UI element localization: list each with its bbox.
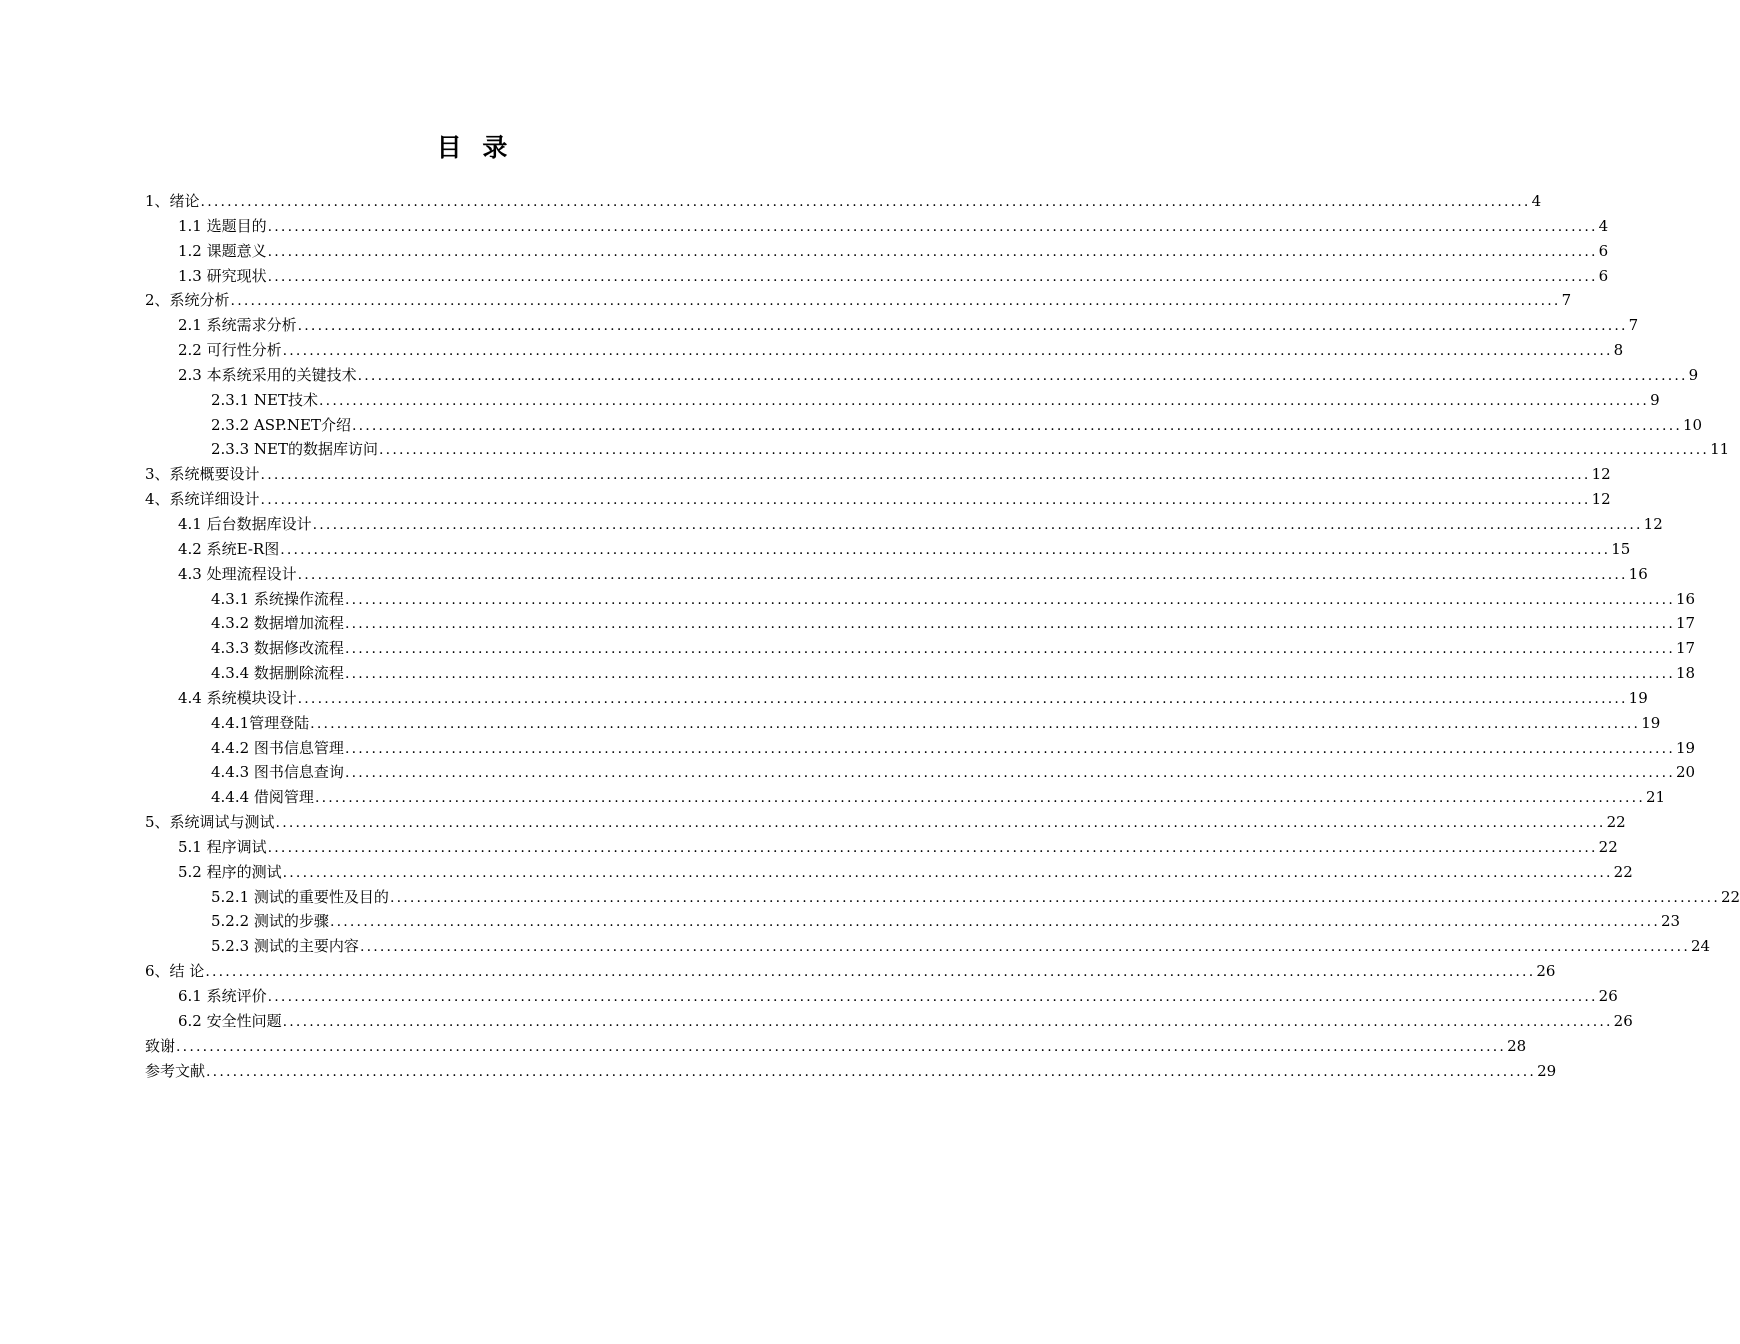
toc-entry-page-number: 22 bbox=[1720, 887, 1740, 906]
toc-entry[interactable] bbox=[145, 736, 1696, 761]
dot-leader: ........................................................................................................................................................................................................ bbox=[379, 442, 1710, 459]
toc-entry-page-number: 29 bbox=[1537, 1061, 1557, 1080]
toc-entry-title: 5.1 程序调试 bbox=[178, 837, 267, 856]
toc-entry-title: 4.3.3 数据修改流程 bbox=[211, 639, 344, 658]
toc-entry-title: 4、系统详细设计 bbox=[145, 490, 260, 509]
toc-entry[interactable] bbox=[145, 562, 1648, 587]
toc-entry[interactable] bbox=[145, 587, 1696, 612]
toc-entry[interactable] bbox=[145, 959, 1556, 984]
toc-entry-title: 5.2.3 测试的主要内容 bbox=[211, 937, 359, 956]
dot-leader: ........................................................................................................................................................................................................ bbox=[267, 218, 1598, 235]
toc-entry-page-number: 17 bbox=[1675, 639, 1696, 658]
dot-leader: ........................................................................................................................................................................................................ bbox=[359, 939, 1690, 956]
toc-entry-title: 4.1 后台数据库设计 bbox=[178, 514, 312, 533]
dot-leader: ........................................................................................................................................................................................................ bbox=[310, 715, 1641, 732]
toc-entry-page-number: 7 bbox=[1561, 291, 1572, 310]
toc-entry-page-number: 26 bbox=[1598, 987, 1618, 1005]
dot-leader: ........................................................................................................................................................................................................ bbox=[357, 367, 1688, 384]
toc-entry[interactable] bbox=[145, 860, 1633, 885]
toc-entry[interactable] bbox=[145, 437, 1730, 462]
dot-leader: ........................................................................................................................................................................................................ bbox=[267, 243, 1598, 260]
toc-entry[interactable] bbox=[145, 537, 1631, 562]
dot-leader: ........................................................................................................................................................................................................ bbox=[260, 492, 1591, 509]
toc-entry-page-number: 22 bbox=[1598, 837, 1618, 856]
dot-leader: ........................................................................................................................................................................................................ bbox=[282, 864, 1613, 881]
toc-entry[interactable] bbox=[145, 338, 1624, 363]
toc-entry-title: 5.2 程序的测试 bbox=[178, 862, 282, 881]
dot-leader: ........................................................................................................................................................................................................ bbox=[297, 690, 1628, 707]
toc-entry[interactable] bbox=[145, 214, 1609, 239]
toc-entry-page-number: 17 bbox=[1675, 614, 1696, 633]
dot-leader: ........................................................................................................................................................................................................ bbox=[260, 467, 1591, 484]
toc-entry-title: 2.3.3 NET的数据库访问 bbox=[211, 440, 379, 459]
toc-entry[interactable] bbox=[145, 512, 1663, 537]
dot-leader: ........................................................................................................................................................................................................ bbox=[230, 293, 1561, 310]
dot-leader: ........................................................................................................................................................................................................ bbox=[351, 417, 1682, 434]
toc-entry-page-number: 12 bbox=[1643, 514, 1663, 533]
toc-entry[interactable] bbox=[145, 785, 1666, 810]
toc-entry-page-number: 4 bbox=[1531, 192, 1542, 210]
toc-entry-page-number: 28 bbox=[1507, 1036, 1527, 1055]
toc-entry-page-number: 19 bbox=[1675, 738, 1696, 757]
toc-entry[interactable] bbox=[145, 239, 1609, 264]
toc-entry-title: 4.2 系统E-R图 bbox=[178, 539, 280, 558]
toc-entry[interactable] bbox=[145, 760, 1696, 785]
toc-entry-page-number: 23 bbox=[1660, 912, 1681, 931]
toc-entry-page-number: 9 bbox=[1688, 365, 1699, 384]
dot-leader: ........................................................................................................................................................................................................ bbox=[329, 914, 1660, 931]
toc-entry-title: 致谢 bbox=[145, 1036, 176, 1055]
toc-entry-title: 6、结 论 bbox=[145, 962, 205, 981]
dot-leader: ........................................................................................................................................................................................................ bbox=[297, 566, 1628, 583]
toc-entry-page-number: 15 bbox=[1611, 539, 1631, 558]
toc-entry-page-number: 12 bbox=[1591, 490, 1611, 509]
toc-entry-title: 2.3.2 ASP.NET介绍 bbox=[211, 415, 351, 434]
toc-entry-page-number: 8 bbox=[1613, 341, 1624, 360]
dot-leader: ........................................................................................................................................................................................................ bbox=[344, 666, 1675, 683]
toc-entry[interactable] bbox=[145, 462, 1611, 487]
toc-entry-page-number: 20 bbox=[1675, 763, 1696, 782]
toc-entry[interactable] bbox=[145, 1009, 1633, 1034]
toc-entry-title: 2.3.1 NET技术 bbox=[211, 390, 319, 409]
toc-entry-page-number: 12 bbox=[1591, 465, 1611, 484]
toc-entry-page-number: 26 bbox=[1536, 962, 1556, 981]
toc-entry-title: 6.1 系统评价 bbox=[178, 987, 267, 1005]
toc-entry-page-number: 6 bbox=[1598, 241, 1609, 260]
toc-entry[interactable] bbox=[145, 313, 1639, 338]
toc-entry-page-number: 21 bbox=[1645, 788, 1666, 807]
dot-leader: ........................................................................................................................................................................................................ bbox=[344, 765, 1675, 782]
toc-entry-title: 2、系统分析 bbox=[145, 291, 230, 310]
toc-entry-title: 5.2.2 测试的步骤 bbox=[211, 912, 329, 931]
dot-leader: ........................................................................................................................................................................................................ bbox=[267, 989, 1598, 1005]
toc-entry-title: 参考文献 bbox=[145, 1061, 206, 1080]
table-of-contents bbox=[145, 189, 1740, 1083]
dot-leader: ........................................................................................................................................................................................................ bbox=[344, 641, 1675, 658]
toc-entry-page-number: 16 bbox=[1675, 589, 1696, 608]
toc-entry[interactable] bbox=[145, 1059, 1557, 1084]
dot-leader: ........................................................................................................................................................................................................ bbox=[280, 541, 1611, 558]
toc-entry-title: 4.4.4 借阅管理 bbox=[211, 788, 314, 807]
toc-entry[interactable] bbox=[145, 885, 1740, 910]
dot-leader: ........................................................................................................................................................................................................ bbox=[282, 343, 1613, 360]
dot-leader: ........................................................................................................................................................................................................ bbox=[206, 1063, 1537, 1080]
toc-entry[interactable] bbox=[145, 487, 1611, 512]
toc-entry[interactable] bbox=[145, 810, 1626, 835]
toc-entry-page-number: 11 bbox=[1710, 440, 1730, 459]
toc-entry-page-number: 26 bbox=[1613, 1011, 1633, 1030]
toc-entry[interactable] bbox=[145, 686, 1648, 711]
toc-entry-title: 4.4.3 图书信息查询 bbox=[211, 763, 344, 782]
toc-entry[interactable] bbox=[145, 1034, 1527, 1059]
toc-title: 目 录 bbox=[436, 133, 514, 162]
toc-entry-page-number: 16 bbox=[1628, 564, 1648, 583]
dot-leader: ........................................................................................................................................................................................................ bbox=[344, 740, 1675, 757]
toc-entry[interactable] bbox=[145, 288, 1572, 313]
dot-leader: ........................................................................................................................................................................................................ bbox=[205, 964, 1536, 981]
toc-entry[interactable] bbox=[145, 189, 1542, 214]
toc-entry-title: 1.2 课题意义 bbox=[178, 241, 267, 260]
toc-entry-page-number: 24 bbox=[1690, 937, 1711, 956]
toc-entry-title: 5.2.1 测试的重要性及目的 bbox=[211, 887, 389, 906]
dot-leader: ........................................................................................................................................................................................................ bbox=[389, 889, 1720, 906]
toc-entry-title: 4.4.2 图书信息管理 bbox=[211, 738, 344, 757]
toc-entry[interactable] bbox=[145, 636, 1696, 661]
toc-entry-title: 4.4 系统模块设计 bbox=[178, 688, 297, 707]
dot-leader: ........................................................................................................................................................................................................ bbox=[176, 1038, 1507, 1055]
toc-entry-page-number: 22 bbox=[1613, 862, 1633, 881]
toc-entry-page-number: 9 bbox=[1650, 390, 1660, 409]
toc-entry[interactable] bbox=[145, 661, 1696, 686]
toc-entry-page-number: 22 bbox=[1606, 813, 1626, 832]
dot-leader: ........................................................................................................................................................................................................ bbox=[297, 318, 1628, 335]
toc-entry-page-number: 19 bbox=[1641, 713, 1661, 732]
dot-leader: ........................................................................................................................................................................................................ bbox=[282, 1013, 1613, 1030]
toc-entry-title: 1.3 研究现状 bbox=[178, 266, 267, 285]
toc-entry-page-number: 7 bbox=[1628, 316, 1639, 335]
toc-entry[interactable] bbox=[145, 984, 1618, 1009]
toc-entry-title: 1、绪论 bbox=[145, 192, 200, 210]
dot-leader: ........................................................................................................................................................................................................ bbox=[267, 268, 1598, 285]
toc-entry[interactable] bbox=[145, 413, 1703, 438]
dot-leader: ........................................................................................................................................................................................................ bbox=[344, 591, 1675, 608]
toc-entry[interactable] bbox=[145, 934, 1711, 959]
dot-leader: ........................................................................................................................................................................................................ bbox=[344, 616, 1675, 633]
toc-entry[interactable] bbox=[145, 264, 1609, 289]
toc-entry-page-number: 10 bbox=[1683, 415, 1703, 434]
dot-leader: ........................................................................................................................................................................................................ bbox=[275, 815, 1606, 832]
toc-entry-title: 3、系统概要设计 bbox=[145, 465, 260, 484]
toc-entry[interactable] bbox=[145, 835, 1618, 860]
toc-entry-title: 2.2 可行性分析 bbox=[178, 341, 282, 360]
toc-entry[interactable] bbox=[145, 711, 1661, 736]
toc-entry[interactable] bbox=[145, 388, 1660, 413]
toc-entry[interactable] bbox=[145, 909, 1681, 934]
toc-entry-page-number: 18 bbox=[1675, 664, 1696, 683]
toc-entry[interactable] bbox=[145, 363, 1699, 388]
toc-entry-page-number: 19 bbox=[1628, 688, 1648, 707]
toc-entry-title: 2.1 系统需求分析 bbox=[178, 316, 297, 335]
toc-entry-title: 4.3.4 数据删除流程 bbox=[211, 664, 344, 683]
toc-entry[interactable] bbox=[145, 611, 1696, 636]
dot-leader: ........................................................................................................................................................................................................ bbox=[200, 194, 1531, 210]
toc-entry-title: 4.3 处理流程设计 bbox=[178, 564, 297, 583]
toc-entry-title: 4.4.1管理登陆 bbox=[211, 713, 310, 732]
dot-leader: ........................................................................................................................................................................................................ bbox=[319, 392, 1650, 409]
toc-entry-title: 6.2 安全性问题 bbox=[178, 1011, 282, 1030]
dot-leader: ........................................................................................................................................................................................................ bbox=[314, 790, 1645, 807]
toc-entry-title: 1.1 选题目的 bbox=[178, 216, 267, 235]
toc-entry-page-number: 4 bbox=[1598, 216, 1609, 235]
toc-entry-title: 4.3.2 数据增加流程 bbox=[211, 614, 344, 633]
dot-leader: ........................................................................................................................................................................................................ bbox=[267, 839, 1598, 856]
toc-entry-page-number: 6 bbox=[1598, 266, 1609, 285]
toc-entry-title: 2.3 本系统采用的关键技术 bbox=[178, 365, 357, 384]
dot-leader: ........................................................................................................................................................................................................ bbox=[312, 516, 1643, 533]
toc-entry-title: 4.3.1 系统操作流程 bbox=[211, 589, 344, 608]
toc-entry-title: 5、系统调试与测试 bbox=[145, 813, 275, 832]
